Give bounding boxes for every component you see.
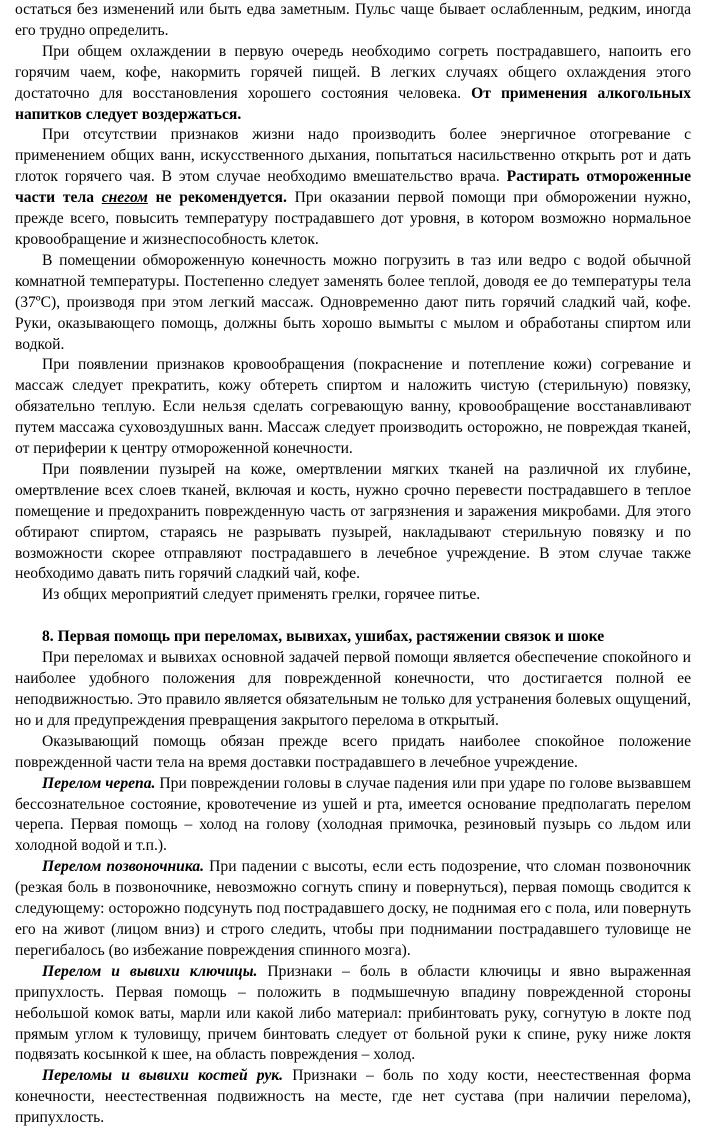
paragraph-circulation: При появлении признаков кровообращения (покраснение и потепление кожи) согревание и массаж следует прекратить, кожу обтереть спиртом и наложить чистую (стерильную) повязку, обязательно теплую. Если нельзя сделать согревающую ванну, кровообращение восстанавливают путем массажа суховоздушных ванн. Массаж следует производить осторожно, не повреждая тканей, от периферии к центру отмороженной конечности. (15, 356, 691, 458)
bold-text: не рекомендуется. (147, 189, 287, 207)
paragraph-spine (15, 857, 691, 962)
paragraph-blisters: При появлении пузырей на коже, омертвлении мягких тканей на различной их глубине, омертвление всех слоев тканей, включая и кость, нужно срочно перевести пострадавшего в теплое помещение и предохранить поврежденную часть от загрязнения и заражения микробами. Для этого обтирают спиртом, стараясь не разрывать пузырей, накладывают стерильную повязку и по возможности скорее отправляют пострадавшего в лечебное учреждение. В этом случае также необходимо давать пить горячий сладкий чай, кофе. (15, 460, 691, 583)
subheading: Переломы и вывихи костей рук. (42, 1067, 284, 1085)
paragraph-general-cooling (15, 42, 691, 126)
paragraph-helper-duty: Оказывающий помощь обязан прежде всего придать наиболее спокойное положение поврежденной части тела на время доставки пострадавшего в лечебное учреждение. (15, 732, 691, 771)
bold-text: От применения алкогольных напитков следует воздержаться. (15, 84, 691, 123)
text: При оказании первой помощи при обморожении нужно, прежде всего, повысить температуру пострадавшего дот уровня, в котором возможно нормальное кровообращение и жизнеспособность клеток. (15, 189, 691, 248)
text: При повреждении головы в случае падения или при ударе по голове вызвавшем бессознательное состояние, кровотечение из ушей и рта, имеется основание предполагать перелом черепа. Первая помощь – холод на голову (холодная примочка, резиновый пузырь со льдом или холодной водой и т.п.). (15, 774, 692, 855)
section-heading: 8. Первая помощь при переломах, вывихах, ушибах, растяжении связок и шоке (42, 628, 605, 646)
text: При падении с высоты, если есть подозрение, что сломан позвоночник (резкая боль в позвоночнике, невозможно согнуть спину и повернуться), первая помощь сводится к следующему: осторожно подсунуть под пострадавшего доску, не поднимая его с пола, или повернуть его на живот (лицом вниз) и строго следить, чтобы при поднимании пострадавшего туловище не перегибалось (во избежание повреждения спинного мозга). (15, 858, 691, 959)
subheading: Перелом и вывихи ключицы. (42, 962, 258, 980)
paragraph-arm-bones (15, 1066, 691, 1129)
paragraph-clavicle (15, 962, 691, 1067)
text: При общем охлаждении в первую очередь необходимо согреть пострадавшего, напоить его горячим чаем, кофе, накормить горячей пищей. В легких случаях общего охлаждения этого достаточно для восстановления хорошего состояния человека. (15, 42, 691, 102)
text: Признаки – боль в области ключицы и явно выраженная припухлость. Первая помощь – положить в подмышечную впадину поврежденной стороны небольшой комок ваты, марли или какой либо материал: прибинтовать руку, согнутую в локте под прямым углом к туловищу, причем бинтовать следует от больной руки к спине, руку ниже локтя подвязать косынкой к шее, на область повреждения – холод. (15, 962, 691, 1064)
paragraph-general-measures: Из общих мероприятий следует применять грелки, горячее питье. (42, 586, 481, 604)
paragraph-indoors: В помещении обмороженную конечность можно погрузить в таз или ведро с водой обычной комнатной температуры. Постепенно следует заменять более теплой, доводя ее до температуры тела (37ºС), производя при этом легкий массаж. Одновременно дают пить горячий сладкий чай, кофе. Руки, оказывающего помощь, должны быть хорошо вымыты с мылом и обработаны спиртом или водкой. (15, 251, 691, 353)
subheading: Перелом черепа. (42, 774, 156, 792)
paragraph-continuation: остаться без изменений или быть едва заметным. Пульс чаще бывает ослабленным, редким, иногда его трудно определить. (15, 1, 691, 39)
paragraph-fractures: При переломах и вывихах основной задачей первой помощи является обеспечение спокойного и наиболее удобного положения для поврежденной конечности, что достигается полной ее неподвижностью. Это правило является обязательным не только для устранения болевых ощущений, но и для предупреждения превращения закрытого перелома в открытый. (15, 649, 691, 729)
underlined-text: снегом (101, 189, 148, 207)
subheading: Перелом позвоночника. (42, 858, 205, 876)
paragraph-no-signs-of-life (15, 125, 691, 250)
paragraph-skull (15, 774, 691, 858)
text: Признаки – боль по ходу кости, неестественная форма конечности, неестественная подвижность на месте, где нет сустава (при наличии перелома), припухлость. (15, 1067, 691, 1127)
bold-text: Растирать отмороженные части тела (15, 168, 691, 207)
text: При отсутствии признаков жизни надо производить более энергичное отогревание с применением общих ванн, искусственного дыхания, попытаться насильственно открыть рот и дать глоток горячего чая. В этом случае необходимо вмешательство врача. (15, 126, 691, 186)
